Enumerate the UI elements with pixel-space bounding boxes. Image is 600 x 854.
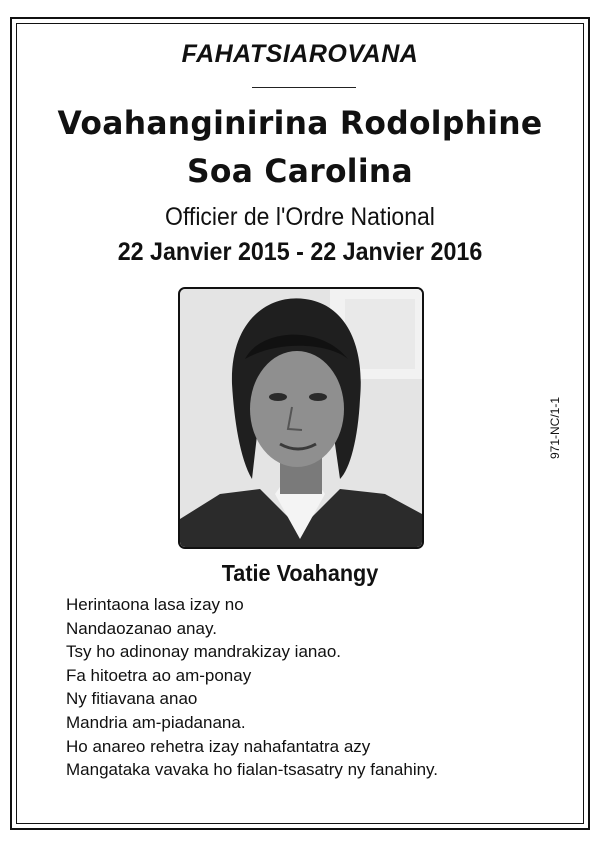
memorial-poem [66,593,556,782]
deceased-name-line1: Voahanginirina Rodolphine [57,104,543,142]
poem-line: Herintaona lasa izay no [66,595,244,614]
memorial-dates: 22 Janvier 2015 - 22 Janvier 2016 [117,238,483,266]
poem-line: Mandria am-piadanana. [66,712,246,732]
poem-line: Tsy ho adinonay mandrakizay ianao. [66,642,341,662]
heading-divider [252,87,356,88]
poem-line: Ny fitiavana anao [66,689,198,709]
reference-code: 971-NC/1-1 [548,396,562,460]
poem-line: Nandaozanao anay. [66,618,217,638]
poem-line: Ho anareo rehetra izay nahafantatra azy [66,736,371,756]
portrait-photo [178,287,424,549]
poem-line: Fa hitoetra ao am-ponay [66,665,252,685]
poem-line: Mangataka vavaka ho fialan-tsasatry ny fanahiny. [66,760,439,780]
deceased-name-line2: Soa Carolina [187,152,413,190]
honor-title: Officier de l'Ordre National [165,203,435,231]
notice-heading: FAHATSIAROVANA [181,40,419,68]
portrait-illustration [180,289,422,547]
photo-caption: Tatie Voahangy [221,560,379,586]
